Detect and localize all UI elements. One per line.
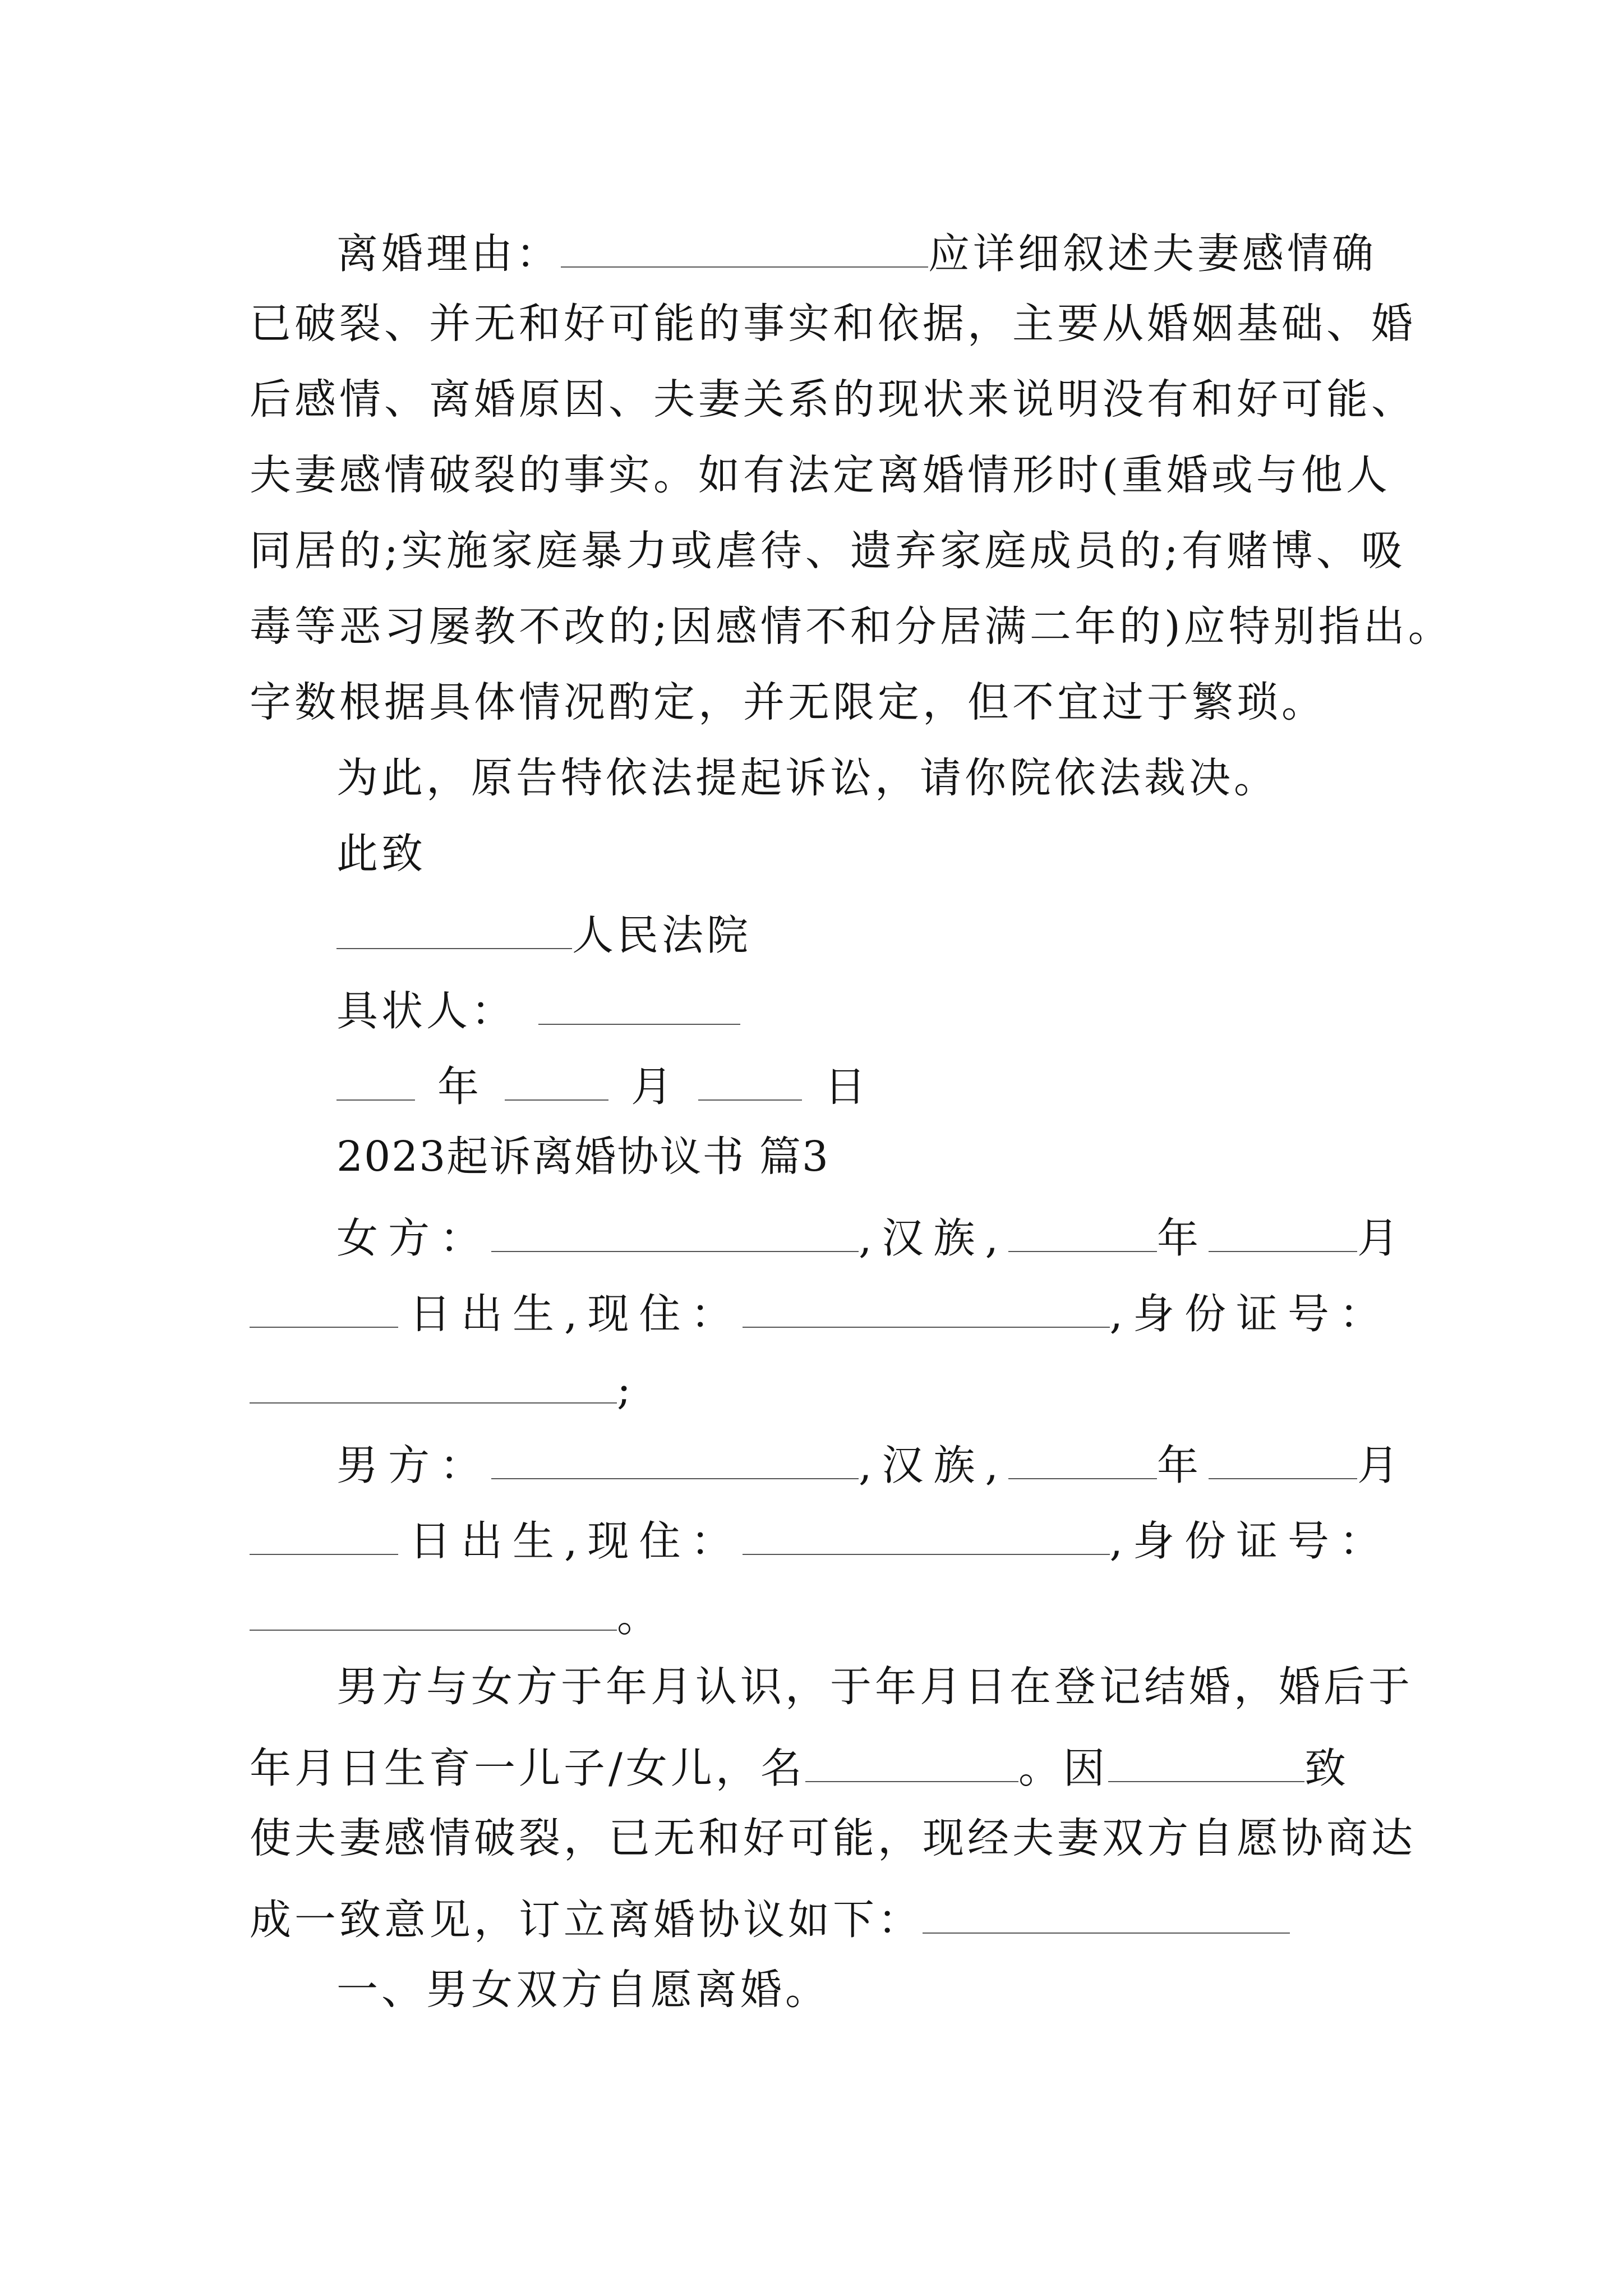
month-label: 月: [1357, 1214, 1409, 1263]
signer-label: 具状人：: [336, 987, 516, 1036]
id-number-blank: [250, 1363, 617, 1404]
section-heading: 2023起诉离婚协议书 篇3: [336, 1133, 829, 1181]
paragraph-line: 已破裂、并无和好可能的事实和依据，主要从婚姻基础、婚: [250, 300, 1416, 348]
date-line: [336, 1060, 1486, 1111]
court-label: 人民法院: [572, 911, 751, 960]
male-name-blank: [491, 1439, 859, 1479]
reason-text: 。因: [1018, 1744, 1108, 1793]
ethnicity-label: ,汉族,: [859, 1441, 1009, 1490]
period: 。: [617, 1593, 662, 1641]
id-number-blank: [250, 1590, 617, 1631]
paragraph-line: 同居的;实施家庭暴力或虐待、遗弃家庭成员的;有赌博、吸: [250, 527, 1406, 575]
child-text: 年月日生育一儿子/女儿，名: [250, 1744, 805, 1793]
address-blank: [743, 1515, 1110, 1555]
year-label: 年: [437, 1062, 482, 1111]
born-address-label: 日出生,现住：: [409, 1290, 743, 1338]
child-line: [250, 1742, 1399, 1793]
reason-label: 离婚理由：: [336, 229, 561, 278]
male-line: [336, 1439, 1486, 1490]
male-line-2: [250, 1515, 1399, 1566]
signer-line: [336, 984, 1486, 1036]
request-line: 为此，原告特依法提起诉讼，请你院依法裁决。: [336, 754, 1279, 802]
paragraph-line: 字数根据具体情况酌定，并无限定，但不宜过于繁琐。: [250, 678, 1326, 726]
id-label: ,身份证号：: [1109, 1517, 1391, 1566]
cause-tail: 致: [1304, 1744, 1349, 1793]
female-line-3: [250, 1363, 1399, 1414]
male-label: 男方：: [336, 1441, 491, 1490]
birth-month-blank: [1209, 1212, 1357, 1252]
id-label: ,身份证号：: [1109, 1290, 1391, 1338]
paragraph-line: 男方与女方于年月认识，于年月日在登记结婚，婚后于: [336, 1663, 1413, 1711]
paragraph-line: 毒等恶习屡教不改的;因感情不和分居满二年的)应特别指出。: [250, 602, 1453, 651]
month-label: 月: [631, 1062, 676, 1111]
female-line: [336, 1212, 1486, 1263]
year-label: 年: [1157, 1214, 1209, 1263]
year-label: 年: [1157, 1441, 1209, 1490]
paragraph-line: 后感情、离婚原因、夫妻关系的现状来说明没有和好可能、: [250, 375, 1416, 424]
birth-day-blank: [250, 1515, 398, 1555]
court-line: [336, 909, 1486, 960]
reason-line: [336, 227, 1486, 278]
born-address-label: 日出生,现住：: [409, 1517, 743, 1566]
female-line-2: [250, 1287, 1399, 1338]
day-blank: [698, 1060, 802, 1101]
agreement-line: [250, 1893, 1399, 1944]
birth-year-blank: [1008, 1439, 1157, 1479]
paragraph-line: 使夫妻感情破裂，已无和好可能，现经夫妻双方自愿协商达: [250, 1814, 1416, 1862]
male-line-3: [250, 1590, 1399, 1641]
paragraph-line: 夫妻感情破裂的事实。如有法定离婚情形时(重婚或与他人: [250, 451, 1391, 499]
year-blank: [336, 1060, 415, 1101]
agreement-blank: [923, 1893, 1290, 1934]
birth-day-blank: [250, 1287, 398, 1328]
reason-tail: 应详细叙述夫妻感情确: [928, 229, 1377, 278]
agreement-text: 成一致意见，订立离婚协议如下：: [250, 1895, 923, 1944]
child-name-blank: [805, 1742, 1018, 1782]
female-label: 女方：: [336, 1214, 491, 1263]
signer-blank: [538, 984, 740, 1025]
day-label: 日: [824, 1062, 869, 1111]
birth-month-blank: [1209, 1439, 1357, 1479]
cause-blank: [1108, 1742, 1304, 1782]
month-blank: [505, 1060, 608, 1101]
female-name-blank: [491, 1212, 859, 1252]
month-label: 月: [1357, 1441, 1409, 1490]
reason-blank: [561, 227, 928, 268]
address-blank: [743, 1287, 1110, 1328]
salutation: 此致: [336, 830, 426, 878]
court-name-blank: [336, 909, 572, 949]
semicolon: ;: [617, 1365, 634, 1414]
birth-year-blank: [1008, 1212, 1157, 1252]
clause-item-1: 一、男女双方自愿离婚。: [336, 1966, 830, 2014]
ethnicity-label: ,汉族,: [859, 1214, 1009, 1263]
